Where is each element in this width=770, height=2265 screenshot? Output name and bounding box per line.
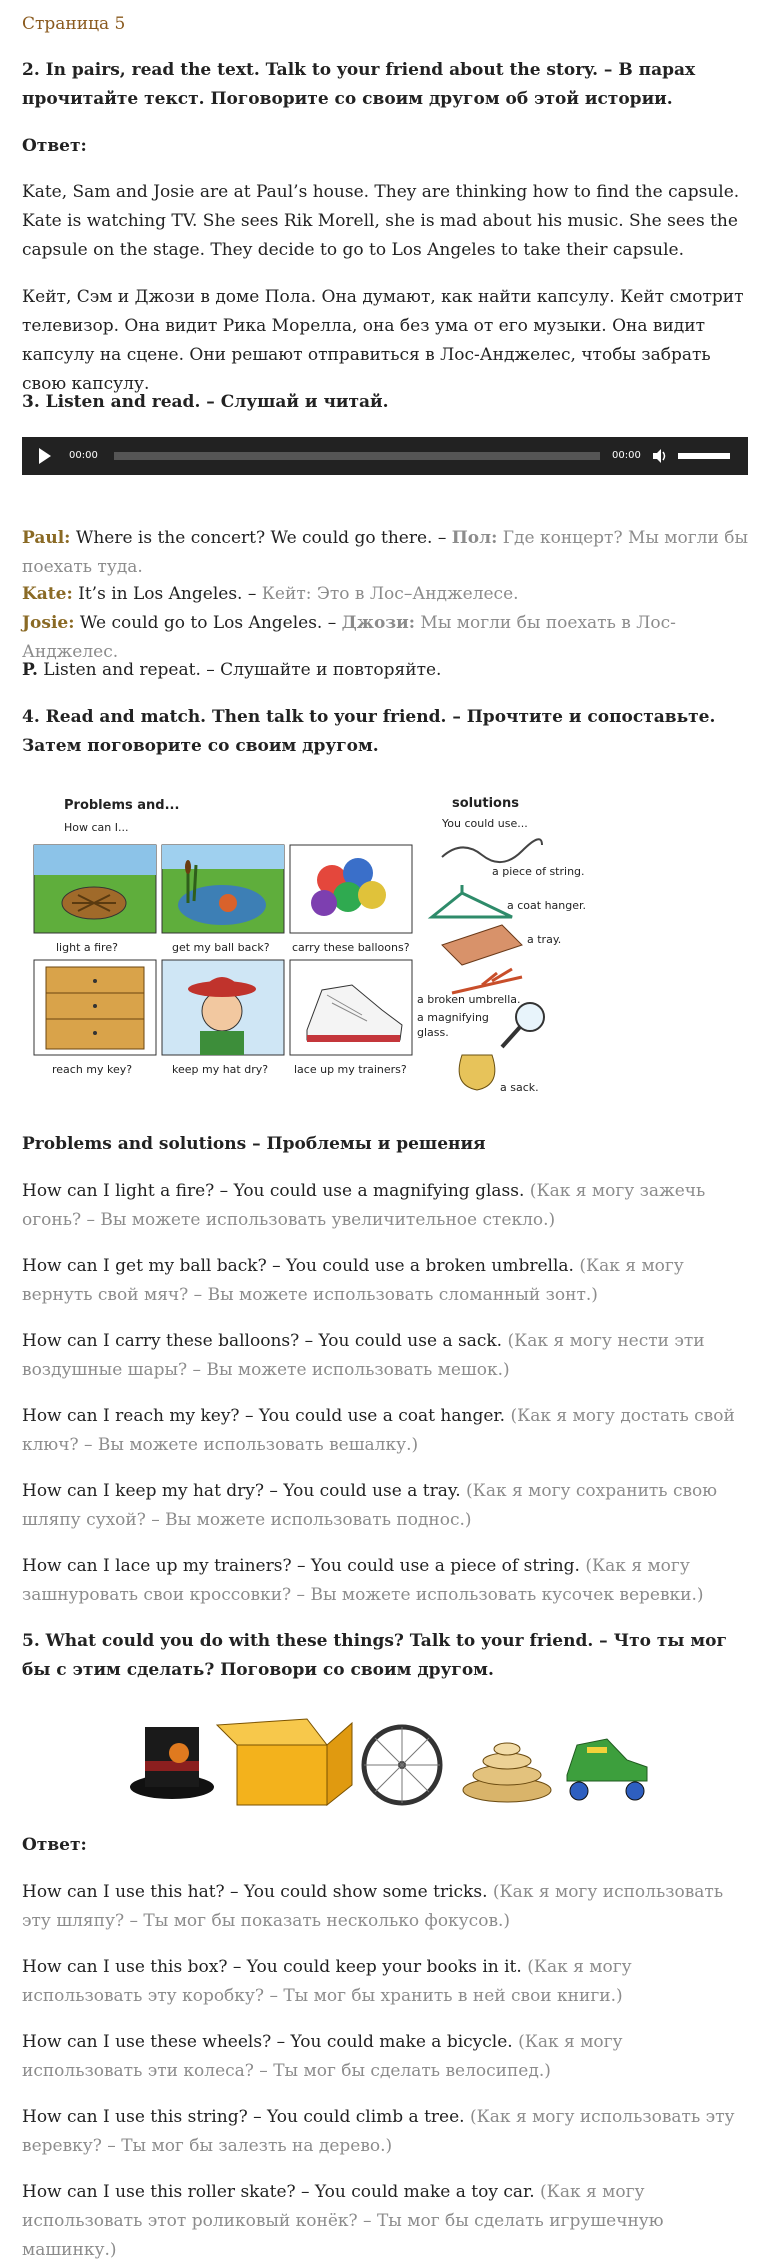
speaker-name: Paul: [22,528,71,548]
roller-skate-icon [567,1739,647,1800]
solution-umbrella: a broken umbrella. [417,993,521,1006]
item-en: How can I reach my key? – You could use a coat hanger. [22,1406,506,1426]
item-ru: (Как я могу использовать эту коробку? – Ты мог бы хранить в ней свои книги.) [22,1957,632,2006]
caption-carry-balloons: carry these balloons? [292,941,410,954]
ex4-subheading: Problems and solutions – Проблемы и решения [22,1134,486,1154]
listen-repeat-line [22,656,748,685]
string-icon [442,839,542,862]
speaker-name: Kate: [22,584,73,604]
ex4-item [22,1177,748,1235]
ex4-item [22,1402,748,1460]
coat-hanger-icon [432,885,512,917]
item-en: How can I lace up my trainers? – You could use a piece of string. [22,1556,580,1576]
speaker-name-ru: Джози: [341,613,416,633]
item-en: How can I keep my hat dry? – You could use a tray. [22,1481,461,1501]
item-en: How can I use this string? – You could climb a tree. [22,2107,465,2127]
ex4-item [22,1327,748,1385]
panel-light-a-fire [34,845,156,933]
broken-umbrella-icon [452,969,522,993]
line-text-ru: Мы могли бы поехать в Лос-Анджелес. [22,613,676,662]
magnifying-glass-icon [502,1003,544,1047]
item-en: How can I use this box? – You could keep your books in it. [22,1957,522,1977]
solution-glass: glass. [417,1026,449,1039]
solutions-subtitle: You could use... [442,817,528,830]
item-ru: (Как я могу зажечь огонь? – Вы можете использовать увеличительное стекло.) [22,1181,706,1230]
item-ru: (Как я могу использовать эти колеса? – Ты мог бы сделать велосипед.) [22,2032,623,2081]
panel-carry-balloons [290,845,412,933]
panel-keep-hat-dry [162,960,284,1055]
ex5-item [22,2103,748,2161]
line-text-ru: Где концерт? Мы могли бы поехать туда. [22,528,748,577]
item-en: How can I get my ball back? – You could use a broken umbrella. [22,1256,574,1276]
caption-light-fire: light a fire? [56,941,118,954]
item-ru: (Как я могу использовать этот роликовый конёк? – Ты мог бы сделать игрушечную машинку.) [22,2182,664,2260]
ex2-heading: 2. In pairs, read the text. Talk to your friend about the story. – В парах прочитайте текст. Поговорите со своим другом об этой истории. [22,60,696,109]
ex4-item [22,1252,748,1310]
wheel-icon [364,1727,440,1803]
line-text: Where is the concert? We could go there. – [70,528,452,548]
item-en: How can I carry these balloons? – You could use a sack. [22,1331,503,1351]
tray-icon [442,925,522,965]
box-icon [217,1719,352,1805]
line-text-ru: Кейт: Это в Лос–Анджелесе. [261,584,519,604]
item-en: How can I light a fire? – You could use a magnifying glass. [22,1181,525,1201]
caption-hat-dry: keep my hat dry? [172,1063,269,1076]
audio-duration: 00:00 [612,450,641,461]
audio-seek-bar[interactable] [114,452,600,460]
ex5-item [22,1953,748,2011]
volume-icon[interactable] [652,448,668,464]
item-ru: (Как я могу использовать эту веревку? – Ты мог бы залезть на дерево.) [22,2107,735,2156]
volume-slider[interactable] [678,453,730,459]
solution-coat-hanger: a coat hanger. [507,899,587,912]
dialogue-line-kate [22,580,748,609]
solutions-title: solutions [452,796,519,811]
sack-icon [459,1055,495,1090]
audio-player [22,437,748,475]
dialogue-line-paul [22,524,748,582]
item-ru: (Как я могу использовать эту шляпу? – Ты мог бы показать несколько фокусов.) [22,1882,724,1931]
top-hat-icon [130,1727,214,1799]
solution-sack: a sack. [500,1081,539,1094]
caption-lace-trainers: lace up my trainers? [294,1063,407,1076]
ex2-answer-label: Ответ: [22,136,87,156]
line-text: It’s in Los Angeles. – [72,584,262,604]
item-ru: (Как я могу нести эти воздушные шары? – Вы можете использовать мешок.) [22,1331,705,1380]
ex5-item [22,2028,748,2086]
ex5-answer-label: Ответ: [22,1835,87,1855]
ex5-item [22,2178,748,2265]
ex5-heading: 5. What could you do with these things? Talk to your friend. – Что ты мог бы с этим сделать? Поговори со своим другом. [22,1631,727,1680]
ex2-text-ru: Кейт, Сэм и Джози в доме Пола. Она думают, как найти капсулу. Кейт смотрит телевизор. Она видит Рика Морелла, она без ума от его музыки. Она видит капсулу на сцене. Они решают отправиться в Лос-Анджелес, чтобы забрать свою капсулу. [22,287,744,394]
ex3-heading: 3. Listen and read. – Слушай и читай. [22,392,389,412]
ex2-text-en: Kate, Sam and Josie are at Paul’s house. They are thinking how to find the capsule. Kate is watching TV. She sees Rik Morell, she is mad about his music. She sees the capsule on the stage. They decide to go to Los Angeles to take their capsule. [22,182,740,260]
item-ru: (Как я могу зашнуровать свои кроссовки? – Вы можете использовать кусочек веревки.) [22,1556,704,1605]
solution-string: a piece of string. [492,865,585,878]
item-en: How can I use these wheels? – You could make a bicycle. [22,2032,513,2052]
panel-lace-up-trainers [290,960,412,1055]
panel-get-ball-back [162,845,284,933]
problems-solutions-illustration [22,785,602,1105]
problems-title: Problems and... [64,798,180,813]
item-ru: (Как я могу вернуть свой мяч? – Вы можете использовать сломанный зонт.) [22,1256,684,1305]
repeat-text: Listen and repeat. – Слушайте и повторяйте. [37,660,442,680]
page-label: Страница 5 [22,14,126,34]
item-ru: (Как я могу сохранить свою шляпу сухой? – Вы можете использовать поднос.) [22,1481,718,1530]
ex4-item [22,1552,748,1610]
caption-reach-key: reach my key? [52,1063,133,1076]
item-ru: (Как я могу достать свой ключ? – Вы можете использовать вешалку.) [22,1406,735,1455]
string-coil-icon [463,1743,551,1802]
solution-tray: a tray. [527,933,562,946]
audio-current-time: 00:00 [69,450,98,461]
things-illustration [127,1705,667,1815]
caption-get-ball: get my ball back? [172,941,270,954]
problems-subtitle: How can I... [64,821,129,834]
speaker-name: Josie: [22,613,75,633]
ex5-item [22,1878,748,1936]
repeat-label: P. [22,660,38,680]
item-en: How can I use this roller skate? – You could make a toy car. [22,2182,535,2202]
ex4-heading: 4. Read and match. Then talk to your friend. – Прочтите и сопоставьте. Затем поговорите со своим другом. [22,707,716,756]
solution-magnifying: a magnifying [417,1011,489,1024]
play-icon[interactable] [39,448,51,464]
ex4-item [22,1477,748,1535]
item-en: How can I use this hat? – You could show some tricks. [22,1882,488,1902]
panel-reach-key [34,960,156,1055]
line-text: We could go to Los Angeles. – [74,613,342,633]
speaker-name-ru: Пол: [451,528,498,548]
